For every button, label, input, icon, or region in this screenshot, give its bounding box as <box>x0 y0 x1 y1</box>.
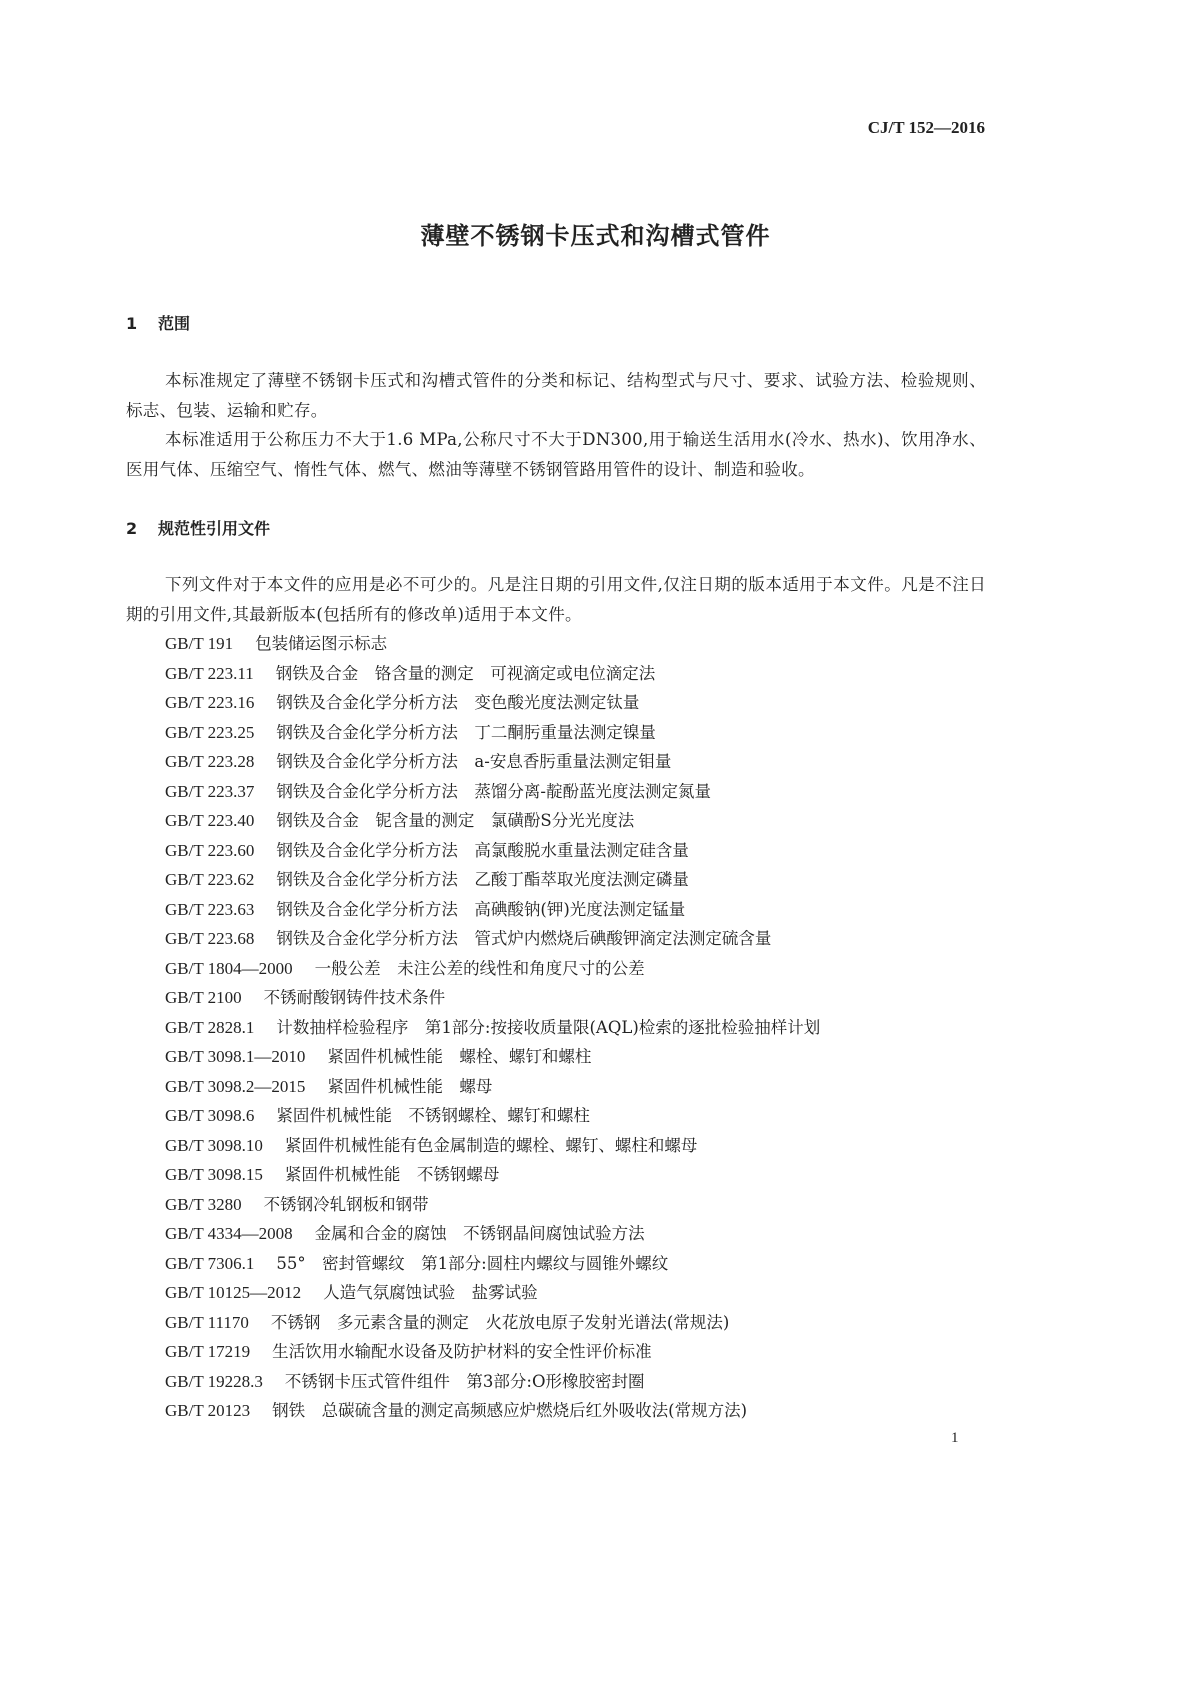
reference-code: GB/T 2100 <box>165 988 242 1007</box>
reference-title: 不锈钢冷轧钢板和钢带 <box>263 1194 429 1214</box>
reference-code: GB/T 20123 <box>165 1401 251 1420</box>
paragraph: 本标准适用于公称压力不大于1.6 MPa,公称尺寸不大于DN300,用于输送生活用水(冷水、热水)、饮用净水、医用气体、压缩空气、惰性气体、燃气、燃油等薄壁不锈钢管路用管件的设计、制造和验收。 <box>126 430 986 479</box>
reference-title: 紧固件机械性能 螺母 <box>327 1076 493 1096</box>
reference-item <box>165 1072 820 1102</box>
paragraph: 本标准规定了薄壁不锈钢卡压式和沟槽式管件的分类和标记、结构型式与尺寸、要求、试验方法、检验规则、标志、包装、运输和贮存。 <box>126 371 986 420</box>
reference-code: GB/T 3098.15 <box>165 1165 263 1184</box>
reference-item <box>165 1013 820 1043</box>
section-number: 1 <box>126 314 138 333</box>
reference-code: GB/T 223.37 <box>165 781 255 801</box>
section-heading-scope <box>126 311 190 334</box>
reference-code: GB/T 7306.1 <box>165 1253 255 1273</box>
reference-title: 不锈钢卡压式管件组件 第3部分:O形橡胶密封圈 <box>284 1371 645 1391</box>
reference-code: GB/T 3098.1—2010 <box>165 1047 306 1066</box>
reference-title: 紧固件机械性能 螺栓、螺钉和螺柱 <box>327 1047 592 1066</box>
reference-code: GB/T 3098.2—2015 <box>165 1076 306 1096</box>
reference-title: 钢铁及合金化学分析方法 蒸馏分离-靛酚蓝光度法测定氮量 <box>276 781 711 801</box>
reference-title: 钢铁及合金化学分析方法 丁二酮肟重量法测定镍量 <box>276 722 656 742</box>
reference-item <box>165 1042 820 1072</box>
reference-item <box>165 895 820 925</box>
reference-title: 钢铁及合金化学分析方法 乙酸丁酯萃取光度法测定磷量 <box>276 870 689 889</box>
reference-code: GB/T 223.40 <box>165 811 255 830</box>
reference-code: GB/T 19228.3 <box>165 1371 263 1391</box>
reference-code: GB/T 11170 <box>165 1312 249 1332</box>
reference-title: 紧固件机械性能有色金属制造的螺栓、螺钉、螺柱和螺母 <box>284 1135 698 1155</box>
reference-item <box>165 836 820 866</box>
reference-title: 一般公差 未注公差的线性和角度尺寸的公差 <box>314 958 645 978</box>
reference-item <box>165 777 820 807</box>
reference-item <box>165 1396 820 1426</box>
reference-title: 计数抽样检验程序 第1部分:按接收质量限(AQL)检索的逐批检验抽样计划 <box>276 1017 821 1037</box>
reference-item <box>165 1190 820 1220</box>
reference-code: GB/T 10125—2012 <box>165 1283 302 1302</box>
reference-title: 生活饮用水输配水设备及防护材料的安全性评价标准 <box>272 1342 652 1361</box>
reference-title: 不锈钢 多元素含量的测定 火花放电原子发射光谱法(常规法) <box>270 1312 730 1332</box>
reference-item <box>165 1219 820 1249</box>
reference-title: 钢铁及合金化学分析方法 变色酸光度法测定钛量 <box>276 693 640 712</box>
reference-code: GB/T 223.63 <box>165 899 255 919</box>
reference-item <box>165 688 820 718</box>
paragraph: 下列文件对于本文件的应用是必不可少的。凡是注日期的引用文件,仅注日期的版本适用于本文件。凡是不注日期的引用文件,其最新版本(包括所有的修改单)适用于本文件。 <box>126 575 986 624</box>
reference-item <box>165 806 820 836</box>
reference-code: GB/T 223.28 <box>165 752 255 771</box>
reference-item <box>165 983 820 1013</box>
reference-item <box>165 1131 820 1161</box>
reference-item <box>165 1278 820 1308</box>
reference-code: GB/T 3280 <box>165 1194 242 1214</box>
reference-title: 人造气氛腐蚀试验 盐雾试验 <box>323 1283 538 1302</box>
reference-code: GB/T 3098.10 <box>165 1135 263 1155</box>
reference-code: GB/T 4334—2008 <box>165 1224 293 1243</box>
reference-title: 钢铁及合金化学分析方法 管式炉内燃烧后碘酸钾滴定法测定硫含量 <box>276 929 772 948</box>
reference-list <box>165 629 820 1426</box>
reference-code: GB/T 223.11 <box>165 663 254 683</box>
reference-item <box>165 1367 820 1397</box>
reference-title: 紧固件机械性能 不锈钢螺栓、螺钉和螺柱 <box>276 1106 590 1125</box>
reference-code: GB/T 1804—2000 <box>165 958 293 978</box>
reference-item <box>165 659 820 689</box>
reference-item <box>165 1308 820 1338</box>
reference-item <box>165 1249 820 1279</box>
reference-title: 钢铁及合金化学分析方法 a-安息香肟重量法测定钼量 <box>276 752 672 771</box>
reference-code: GB/T 223.62 <box>165 870 255 889</box>
reference-item <box>165 747 820 777</box>
reference-title: 55° 密封管螺纹 第1部分:圆柱内螺纹与圆锥外螺纹 <box>276 1253 669 1273</box>
reference-item <box>165 954 820 984</box>
reference-title: 钢铁及合金 铬含量的测定 可视滴定或电位滴定法 <box>275 663 656 683</box>
page-number: 1 <box>951 1430 959 1446</box>
reference-item <box>165 1337 820 1367</box>
reference-title: 钢铁及合金化学分析方法 高碘酸钠(钾)光度法测定锰量 <box>276 899 686 919</box>
reference-code: GB/T 223.16 <box>165 693 255 712</box>
reference-item <box>165 629 820 659</box>
reference-title: 钢铁及合金化学分析方法 高氯酸脱水重量法测定硅含量 <box>276 840 689 860</box>
reference-title: 钢铁 总碳硫含量的测定高频感应炉燃烧后红外吸收法(常规方法) <box>272 1401 748 1420</box>
reference-code: GB/T 223.25 <box>165 722 255 742</box>
reference-code: GB/T 223.68 <box>165 929 255 948</box>
reference-code: GB/T 191 <box>165 634 234 653</box>
reference-code: GB/T 3098.6 <box>165 1106 255 1125</box>
section-title: 范围 <box>158 314 191 333</box>
reference-item <box>165 1101 820 1131</box>
reference-code: GB/T 223.60 <box>165 840 255 860</box>
section-number: 2 <box>126 519 138 538</box>
section-title: 规范性引用文件 <box>158 519 271 538</box>
standard-code: CJ/T 152—2016 <box>867 118 985 137</box>
reference-title: 不锈耐酸钢铸件技术条件 <box>263 988 446 1007</box>
reference-title: 紧固件机械性能 不锈钢螺母 <box>284 1165 500 1184</box>
reference-item <box>165 718 820 748</box>
reference-item <box>165 1160 820 1190</box>
reference-item <box>165 924 820 954</box>
document-title: 薄壁不锈钢卡压式和沟槽式管件 <box>420 222 771 250</box>
reference-title: 金属和合金的腐蚀 不锈钢晶间腐蚀试验方法 <box>314 1224 645 1243</box>
reference-title: 包装储运图示标志 <box>255 634 388 653</box>
reference-code: GB/T 2828.1 <box>165 1017 255 1037</box>
reference-title: 钢铁及合金 铌含量的测定 氯磺酚S分光光度法 <box>276 811 635 830</box>
reference-item <box>165 865 820 895</box>
reference-code: GB/T 17219 <box>165 1342 251 1361</box>
section-heading-normative-references <box>126 516 270 539</box>
